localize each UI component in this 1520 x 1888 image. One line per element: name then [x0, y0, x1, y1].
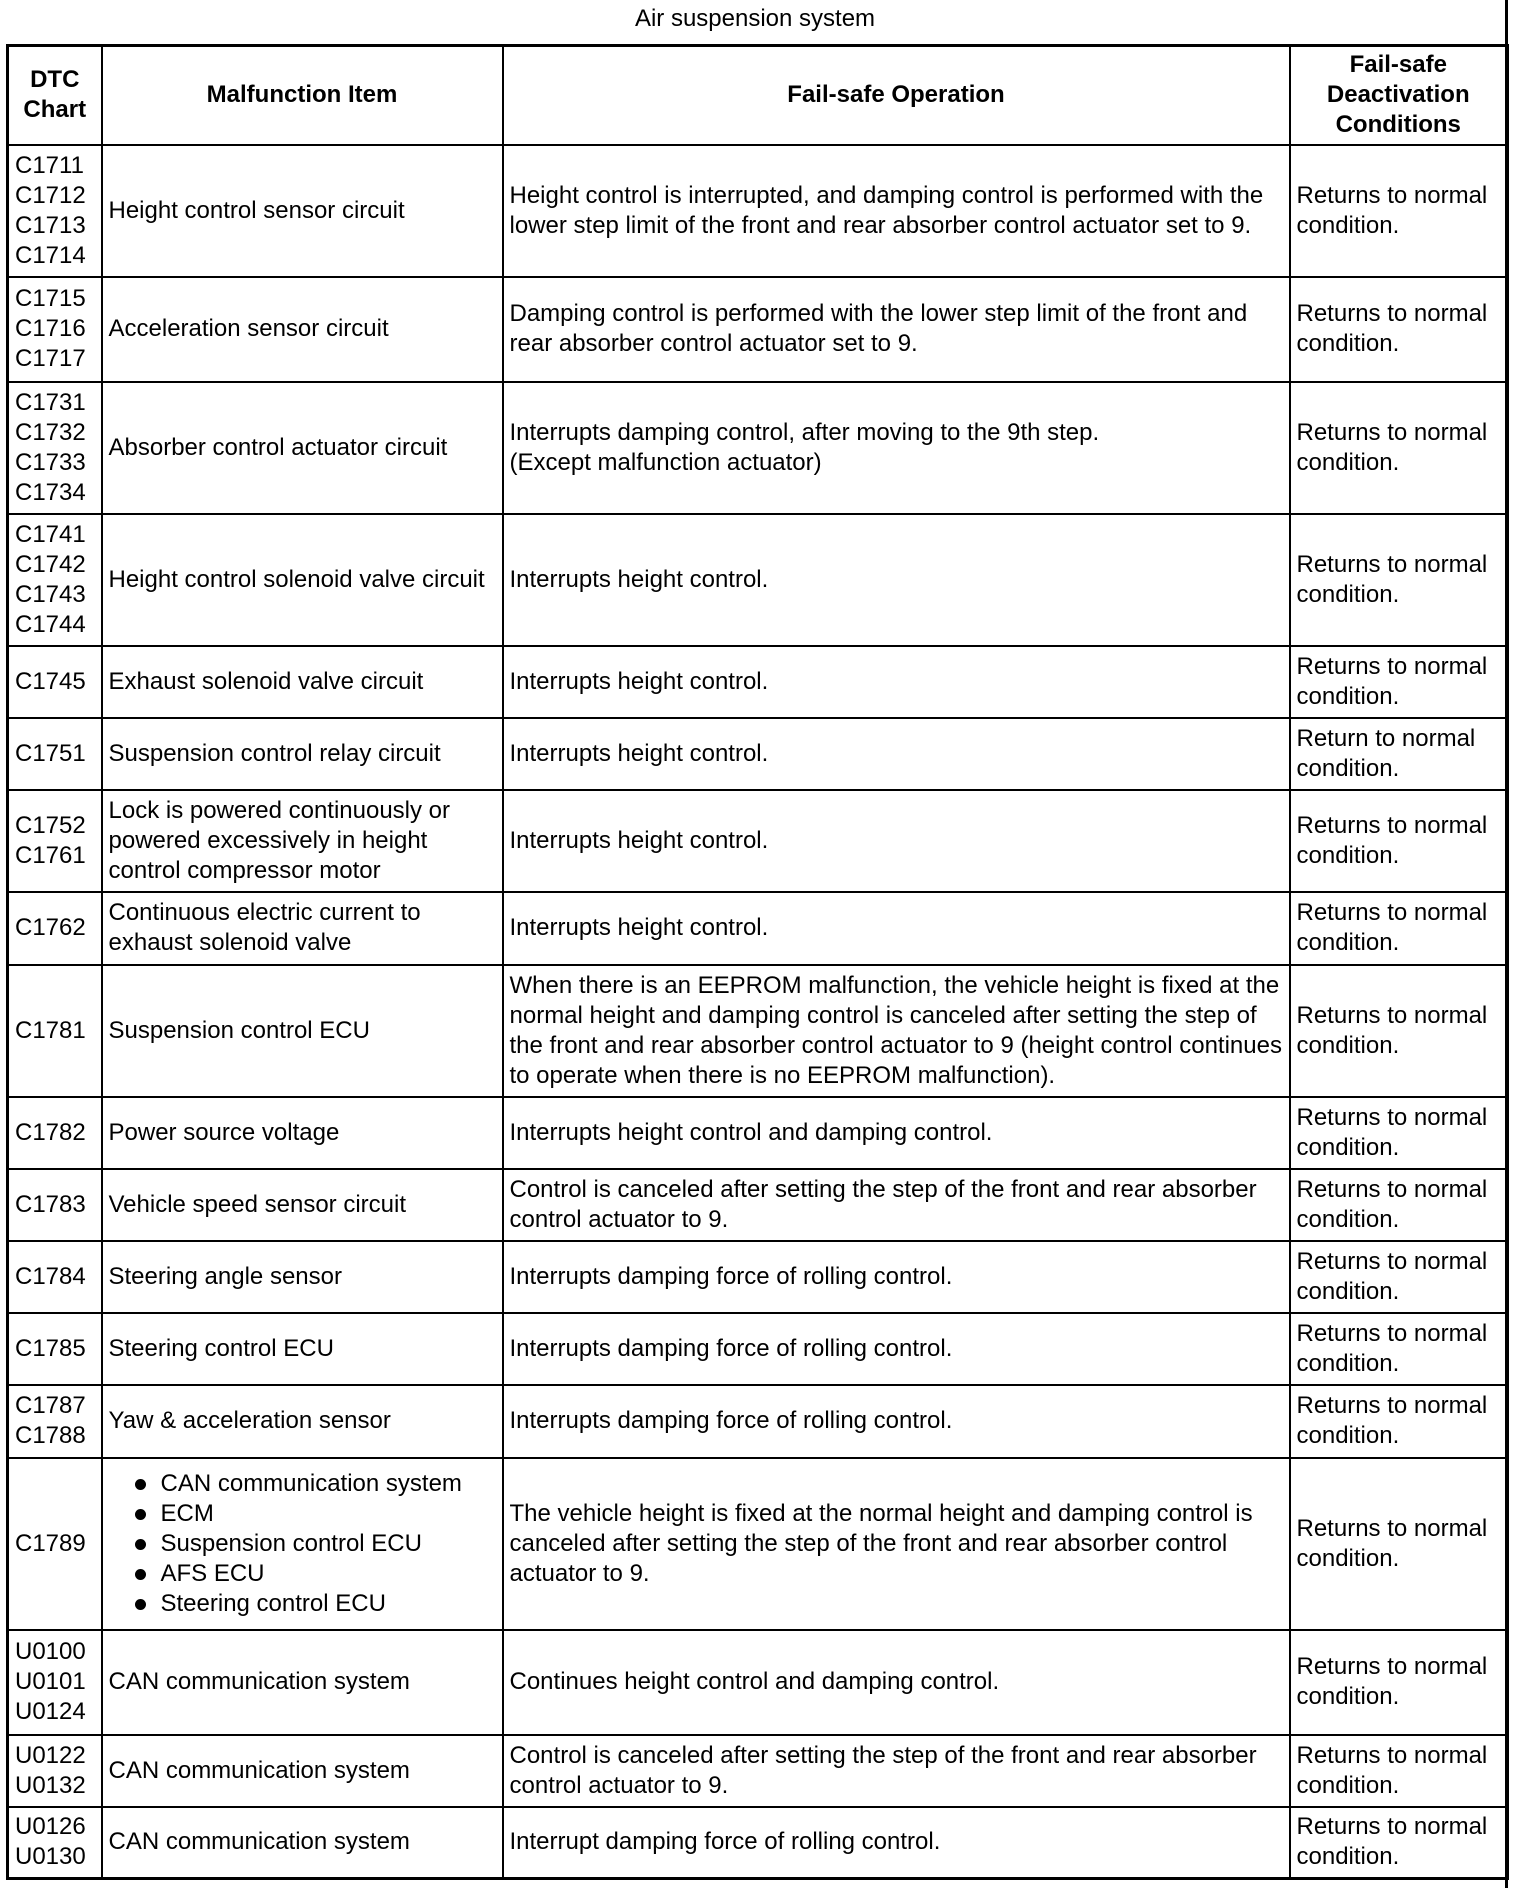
dtc-code: U0122: [15, 1741, 86, 1769]
table-row: [8, 718, 1508, 790]
dtc-code: C1744: [15, 610, 86, 638]
dtc-code-cell: [8, 1097, 102, 1169]
dtc-code: C1716: [15, 315, 86, 342]
deactivation-condition-cell: Returns to normal condition.: [1290, 1097, 1508, 1169]
malfunction-item-cell: Lock is powered continuously or powered excessively in height control compressor motor: [102, 790, 503, 892]
dtc-code-cell: [8, 1458, 102, 1630]
dtc-code: C1761: [15, 841, 86, 869]
table-row: [8, 1458, 1508, 1630]
dtc-code: C1742: [15, 550, 86, 578]
malfunction-item-cell: Suspension control ECU: [102, 965, 503, 1097]
dtc-code: C1785: [15, 1334, 86, 1362]
dtc-code: C1745: [15, 667, 86, 695]
dtc-code-cell: [8, 965, 102, 1097]
table-row: [8, 965, 1508, 1097]
dtc-code: C1741: [15, 520, 86, 548]
dtc-code-cell: [8, 718, 102, 790]
dtc-code: U0101: [15, 1668, 86, 1695]
dtc-code: U0124: [15, 1698, 86, 1725]
deactivation-condition-cell: Returns to normal condition.: [1290, 1169, 1508, 1241]
fail-safe-operation-cell: Interrupts height control.: [503, 514, 1290, 646]
dtc-code-cell: [8, 382, 102, 514]
deactivation-condition-cell: Returns to normal condition.: [1290, 514, 1508, 646]
dtc-code-cell: [8, 1735, 102, 1807]
dtc-table: [6, 44, 1509, 1880]
fail-safe-operation-cell: Interrupts height control.: [503, 646, 1290, 718]
dtc-code-cell: [8, 514, 102, 646]
fail-safe-operation-cell: Interrupts damping control, after moving to the 9th step. (Except malfunction actuator): [503, 382, 1290, 514]
malfunction-item-cell: Power source voltage: [102, 1097, 503, 1169]
dtc-code-cell: [8, 145, 102, 277]
dtc-code: C1733: [15, 448, 86, 476]
dtc-code-cell: [8, 646, 102, 718]
dtc-code: C1711: [15, 151, 84, 179]
deactivation-condition-cell: Returns to normal condition.: [1290, 1458, 1508, 1630]
malfunction-item-cell: Acceleration sensor circuit: [102, 277, 503, 382]
dtc-code: C1717: [15, 345, 86, 372]
table-body: [8, 145, 1508, 1879]
fail-safe-operation-cell: Damping control is performed with the lower step limit of the front and rear absorber control actuator set to 9.: [503, 277, 1290, 382]
fail-safe-operation-cell: The vehicle height is fixed at the normal height and damping control is canceled after setting the step of the front and rear absorber control actuator to 9.: [503, 1458, 1290, 1630]
table-row: [8, 790, 1508, 892]
malfunction-item-cell: CAN communication system: [102, 1807, 503, 1879]
deactivation-condition-cell: Returns to normal condition.: [1290, 1241, 1508, 1313]
dtc-code: U0100: [15, 1638, 86, 1665]
dtc-code: C1712: [15, 181, 86, 209]
table-caption: Air suspension system: [634, 5, 876, 32]
deactivation-condition-cell: Returns to normal condition.: [1290, 965, 1508, 1097]
malfunction-item-cell: Height control sensor circuit: [102, 145, 503, 277]
malfunction-item-bullet: AFS ECU: [133, 1559, 496, 1589]
dtc-code-cell: [8, 1807, 102, 1879]
deactivation-condition-cell: Returns to normal condition.: [1290, 1630, 1508, 1735]
dtc-code-cell: [8, 1169, 102, 1241]
dtc-code-cell: [8, 1630, 102, 1735]
table-row: [8, 1097, 1508, 1169]
dtc-code-cell: [8, 1385, 102, 1458]
fail-safe-operation-cell: Interrupts height control.: [503, 790, 1290, 892]
dtc-code-cell: [8, 892, 102, 965]
dtc-code: C1734: [15, 478, 86, 506]
table-row: [8, 1241, 1508, 1313]
malfunction-item-cell: Absorber control actuator circuit: [102, 382, 503, 514]
malfunction-item-cell: Exhaust solenoid valve circuit: [102, 646, 503, 718]
dtc-code: C1743: [15, 580, 86, 608]
table-row: [8, 145, 1508, 277]
fail-safe-operation-cell: Interrupts damping force of rolling control.: [503, 1241, 1290, 1313]
deactivation-condition-cell: Returns to normal condition.: [1290, 1807, 1508, 1879]
fail-safe-operation-cell: Interrupts damping force of rolling control.: [503, 1313, 1290, 1385]
deactivation-condition-cell: Returns to normal condition.: [1290, 1735, 1508, 1807]
table-row: [8, 1630, 1508, 1735]
dtc-code: U0130: [15, 1843, 86, 1871]
deactivation-condition-cell: Returns to normal condition.: [1290, 145, 1508, 277]
malfunction-item-cell: Continuous electric current to exhaust solenoid valve: [102, 892, 503, 965]
header-deactivation-conditions: Fail-safe Deactivation Conditions: [1290, 46, 1508, 145]
dtc-code: C1714: [15, 241, 86, 269]
table-row: [8, 646, 1508, 718]
dtc-code: C1787: [15, 1392, 86, 1419]
malfunction-item-cell: [102, 1458, 503, 1630]
fail-safe-operation-cell: Interrupts height control.: [503, 892, 1290, 965]
dtc-code: U0132: [15, 1771, 86, 1799]
malfunction-item-cell: Steering angle sensor: [102, 1241, 503, 1313]
table-row: [8, 1735, 1508, 1807]
malfunction-item-cell: Steering control ECU: [102, 1313, 503, 1385]
fail-safe-operation-cell: Continues height control and damping control.: [503, 1630, 1290, 1735]
malfunction-item-cell: Yaw & acceleration sensor: [102, 1385, 503, 1458]
dtc-code-cell: [8, 277, 102, 382]
dtc-code: C1784: [15, 1262, 86, 1290]
dtc-code: C1762: [15, 914, 86, 941]
dtc-code: C1713: [15, 211, 86, 239]
table-row: [8, 1313, 1508, 1385]
table-row: [8, 514, 1508, 646]
malfunction-item-list: [109, 1469, 496, 1619]
dtc-code-cell: [8, 1241, 102, 1313]
deactivation-condition-cell: Return to normal condition.: [1290, 718, 1508, 790]
fail-safe-operation-cell: Interrupt damping force of rolling control.: [503, 1807, 1290, 1879]
malfunction-item-cell: CAN communication system: [102, 1630, 503, 1735]
malfunction-item-cell: Height control solenoid valve circuit: [102, 514, 503, 646]
malfunction-item-bullet: CAN communication system: [133, 1469, 496, 1499]
fail-safe-operation-cell: Control is canceled after setting the step of the front and rear absorber control actuator to 9.: [503, 1735, 1290, 1807]
header-fail-safe-operation: Fail-safe Operation: [503, 46, 1290, 145]
table-row: [8, 277, 1508, 382]
malfunction-item-bullet: ECM: [133, 1499, 496, 1529]
deactivation-condition-cell: Returns to normal condition.: [1290, 790, 1508, 892]
fail-safe-operation-cell: Control is canceled after setting the step of the front and rear absorber control actuator to 9.: [503, 1169, 1290, 1241]
malfunction-item-cell: Vehicle speed sensor circuit: [102, 1169, 503, 1241]
header-malfunction-item: Malfunction Item: [102, 46, 503, 145]
dtc-code: C1752: [15, 811, 86, 839]
deactivation-condition-cell: Returns to normal condition.: [1290, 1385, 1508, 1458]
malfunction-item-cell: Suspension control relay circuit: [102, 718, 503, 790]
deactivation-condition-cell: Returns to normal condition.: [1290, 277, 1508, 382]
header-row: [8, 46, 1508, 145]
deactivation-condition-cell: Returns to normal condition.: [1290, 892, 1508, 965]
dtc-code: U0126: [15, 1813, 86, 1841]
dtc-code: C1788: [15, 1422, 86, 1449]
fail-safe-operation-cell: Height control is interrupted, and damping control is performed with the lower step limit of the front and rear absorber control actuator set to 9.: [503, 145, 1290, 277]
fail-safe-operation-cell: Interrupts damping force of rolling control.: [503, 1385, 1290, 1458]
dtc-code-cell: [8, 790, 102, 892]
dtc-code: C1715: [15, 285, 86, 312]
dtc-code: C1731: [15, 388, 86, 416]
table-row: [8, 1807, 1508, 1879]
malfunction-item-bullet: Steering control ECU: [133, 1589, 496, 1619]
fail-safe-operation-cell: Interrupts height control.: [503, 718, 1290, 790]
deactivation-condition-cell: Returns to normal condition.: [1290, 646, 1508, 718]
dtc-code: C1789: [15, 1529, 86, 1557]
malfunction-item-cell: CAN communication system: [102, 1735, 503, 1807]
dtc-code-cell: [8, 1313, 102, 1385]
dtc-code: C1732: [15, 418, 86, 446]
dtc-code: C1783: [15, 1190, 86, 1218]
fail-safe-operation-cell: Interrupts height control and damping control.: [503, 1097, 1290, 1169]
malfunction-item-bullet: Suspension control ECU: [133, 1529, 496, 1559]
dtc-code: C1781: [15, 1016, 86, 1044]
dtc-code: C1751: [15, 739, 86, 767]
dtc-code: C1782: [15, 1118, 86, 1146]
table-row: [8, 1169, 1508, 1241]
fail-safe-operation-cell: When there is an EEPROM malfunction, the vehicle height is fixed at the normal height and damping control is canceled after setting the step of the front and rear absorber control actuator to 9 (height control continues to operate when there is no EEPROM malfunction).: [503, 965, 1290, 1097]
table-row: [8, 1385, 1508, 1458]
table-row: [8, 892, 1508, 965]
deactivation-condition-cell: Returns to normal condition.: [1290, 382, 1508, 514]
table-row: [8, 382, 1508, 514]
deactivation-condition-cell: Returns to normal condition.: [1290, 1313, 1508, 1385]
header-dtc-chart: DTC Chart: [8, 46, 102, 145]
